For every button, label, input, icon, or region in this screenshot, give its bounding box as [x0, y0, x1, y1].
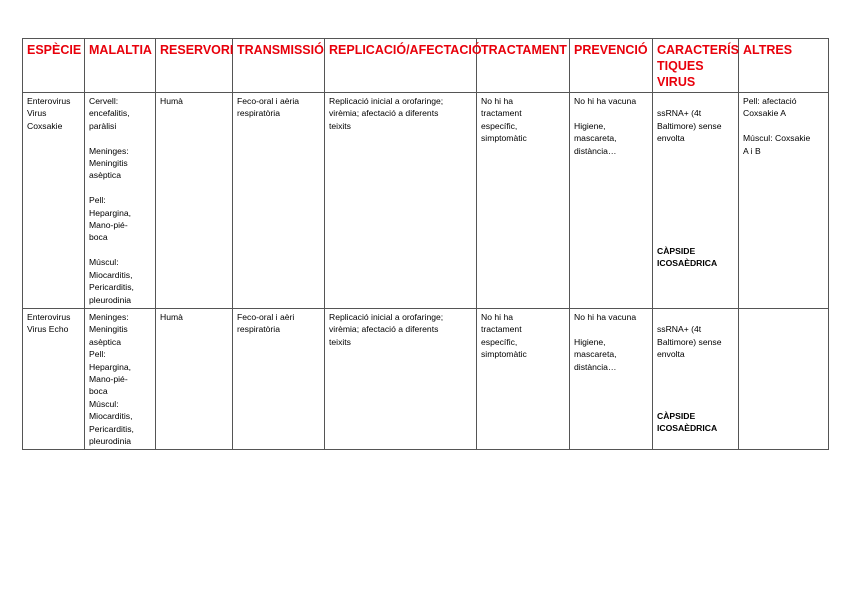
cell-caracteristiques: [653, 93, 739, 309]
cell-prevencio: No hi ha vacuna Higiene, mascareta, distància…: [570, 93, 653, 309]
cell-caracteristiques: [653, 308, 739, 449]
header-caracteristiques-line-1: CARACTERÍS: [657, 43, 739, 57]
table-row: [23, 93, 829, 309]
cell-especie: Enterovirus Virus Coxsakie: [23, 93, 85, 309]
cell-altres: [739, 308, 829, 449]
cell-altres: Pell: afectació Coxsakie A Múscul: Coxsakie A i B: [739, 93, 829, 309]
capside-label: CÀPSIDE ICOSAÈDRICA: [657, 410, 718, 434]
cell-reservori: Humà: [156, 308, 233, 449]
cell-prevencio: No hi ha vacuna Higiene, mascareta, distància…: [570, 308, 653, 449]
virus-table: [22, 38, 829, 450]
header-altres: ALTRES: [739, 39, 829, 93]
cell-malaltia: Meninges: Meningitis asèptica Pell: Hepargina, Mano-pié- boca Múscul: Miocarditis, Pericarditis, pleurodinia: [85, 308, 156, 449]
header-tractament: TRACTAMENT: [477, 39, 570, 93]
header-caracteristiques-line-2: TIQUES: [657, 59, 704, 73]
cell-transmissio: Feco-oral i aèri respiratòria: [233, 308, 325, 449]
header-replicacio: REPLICACIÓ/AFECTACIÓ: [325, 39, 477, 93]
cell-transmissio: Feco-oral i aèria respiratòria: [233, 93, 325, 309]
table-row: [23, 308, 829, 449]
header-transmissio: TRANSMISSIÓ: [233, 39, 325, 93]
header-caracteristiques-line-3: VIRUS: [657, 75, 696, 89]
header-row: [23, 39, 829, 93]
cell-replicacio: Replicació inicial a orofaringe; virèmia; afectació a diferents teixits: [325, 308, 477, 449]
header-reservori: RESERVORI: [156, 39, 233, 93]
header-prevencio: PREVENCIÓ: [570, 39, 653, 93]
cell-tractament: No hi ha tractament específic, simptomàtic: [477, 93, 570, 309]
header-caracteristiques: [653, 39, 739, 93]
capside-label: CÀPSIDE ICOSAÈDRICA: [657, 246, 718, 269]
cell-reservori: Humà: [156, 93, 233, 309]
cell-replicacio: Replicació inicial a orofaringe; virèmia; afectació a diferents teixits: [325, 93, 477, 309]
cell-especie: Enterovirus Virus Echo: [23, 308, 85, 449]
header-especie: ESPÈCIE: [23, 39, 85, 93]
cell-malaltia: Cervell: encefalitis, paràlisi Meninges: Meningitis asèptica Pell: Hepargina, Mano-pié- boca Múscul: Miocarditis, Pericarditis, pleurodinia: [85, 93, 156, 309]
header-malaltia: MALALTIA: [85, 39, 156, 93]
caracteristiques-text: ssRNA+ (4t Baltimore) sense envolta: [657, 324, 722, 360]
cell-tractament: No hi ha tractament específic, simptomàtic: [477, 308, 570, 449]
caracteristiques-text: ssRNA+ (4t Baltimore) sense envolta: [657, 108, 722, 144]
